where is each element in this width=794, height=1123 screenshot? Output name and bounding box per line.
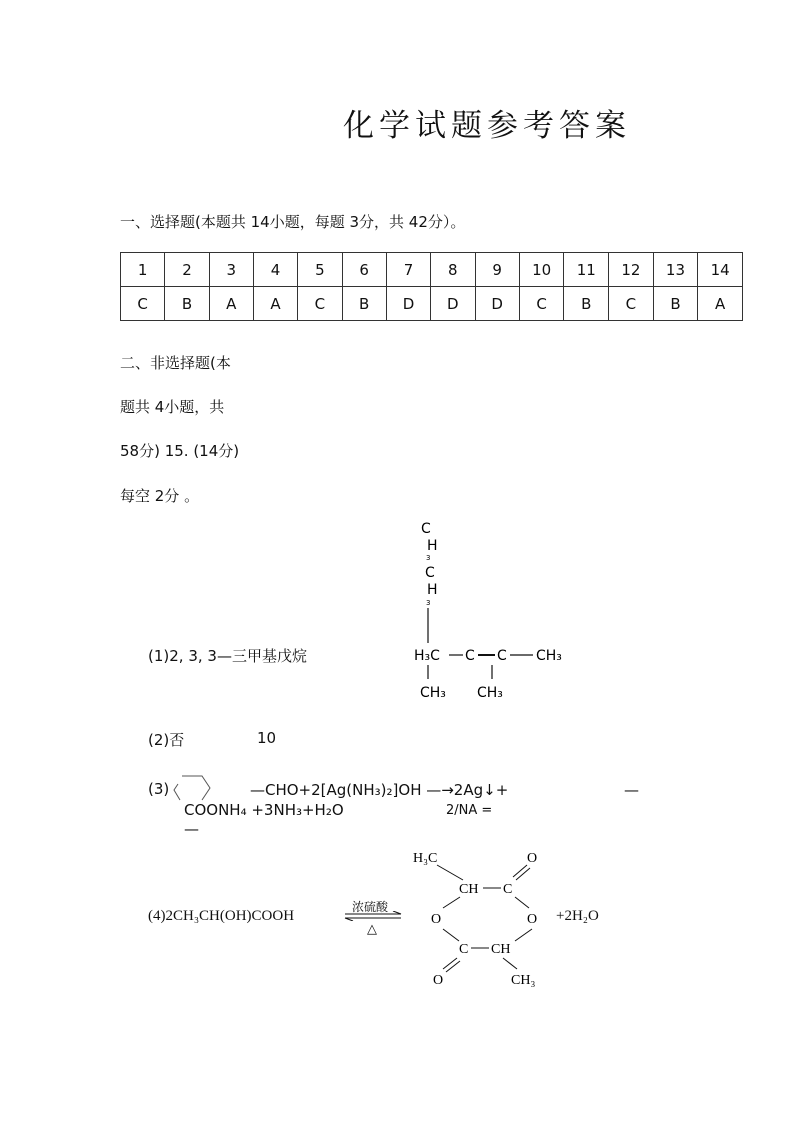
question-number-cell: 12 [609,253,654,287]
table-row-numbers [121,253,743,287]
q4-product-structure [405,845,565,995]
q3-equation-line2: COONH₄ +3NH₃+H₂O [184,801,344,819]
q4-atom-c-top: C [503,882,513,897]
q3-equation-line1: —CHO+2[Ag(NH₃)₂]OH —→2Ag↓+ [250,781,509,799]
q4-atom-ch-bottom: CH [491,942,511,957]
q1-main-c2: C [465,648,475,664]
q4-bond-co-bottom-a [443,958,457,969]
answer-cell: A [698,287,743,321]
answer-cell: C [298,287,342,321]
q4-bond-co-top-a [513,865,527,877]
q4-tail: +2H₂O [556,908,599,924]
q4-bond-co-bottom-b [446,961,460,972]
q4-atom-o-left: O [431,912,442,927]
q4-atom-o-right: O [527,912,538,927]
answer-cell: A [209,287,253,321]
q4-atom-ch-top: CH [459,882,479,897]
q1-top-atom-c1: C [421,521,431,537]
q1-top-sub2: 3 [426,599,431,607]
q4-bond-co-top-b [516,868,530,880]
question-number-cell: 9 [475,253,519,287]
q1-structure [405,515,605,705]
answer-cell: B [653,287,698,321]
section2-heading-line2: 题共 4小题，共 [120,398,225,416]
section1-heading: 一、选择题(本题共 14小题，每题 3分，共 42分）。 [120,213,466,231]
question-number-cell: 14 [698,253,743,287]
section2-heading-line3: 58分) 15. (14分) [120,442,240,460]
q4-condition-top: 浓硫酸 [352,900,389,914]
question-number-cell: 13 [653,253,698,287]
q4-reactant: (4)2CH₃CH(OH)COOH [148,908,295,924]
reversible-arrow-icon [343,911,405,921]
answer-cell: D [386,287,430,321]
question-number-cell: 10 [519,253,564,287]
q2-value: 10 [257,729,277,747]
section2-heading-line4: 每空 2分 。 [120,487,200,505]
q4-condition-bottom: △ [367,921,377,936]
question-number-cell: 4 [253,253,297,287]
q2-label: (2)否 [148,731,185,749]
answer-table [120,252,743,321]
question-number-cell: 8 [431,253,475,287]
question-number-cell: 5 [298,253,342,287]
q1-branch-ch3-1: CH₃ [420,685,446,701]
q4-atom-h3c: H₃C [413,851,438,866]
answer-cell: B [564,287,609,321]
q4-bond-h3c-ch [437,865,463,880]
q3-label: (3) [148,780,170,798]
answer-cell: A [253,287,297,321]
answer-cell: D [431,287,475,321]
benzene-ring-icon [172,770,212,802]
answer-cell: B [165,287,209,321]
question-number-cell: 7 [386,253,430,287]
answer-cell: C [519,287,564,321]
q4-bond-o-right-ch [515,929,532,941]
answer-cell: C [121,287,165,321]
q1-top-atom-h1: H [427,538,438,554]
q4-bond-ch-o-left [443,897,460,908]
question-number-cell: 2 [165,253,209,287]
q1-label: (1)2, 3, 3—三甲基戊烷 [148,647,307,665]
q1-main-h3c: H₃C [414,648,440,664]
q1-main-ch3: CH₃ [536,648,562,664]
q4-bond-o-left-c [443,929,459,941]
q1-main-c3: C [497,648,507,664]
q4-atom-o-bottom: O [433,973,444,988]
q3-equation-line1-tail: — [624,781,639,799]
q1-top-atom-h2: H [427,582,438,598]
q3-equation-line3: — [184,820,199,838]
answer-cell: D [475,287,519,321]
q4-bond-c-o-right [515,897,529,908]
q1-branch-ch3-2: CH₃ [477,685,503,701]
q4-atom-c-bottom: C [459,942,469,957]
q4-atom-o-top: O [527,851,538,866]
question-number-cell: 6 [342,253,386,287]
answer-cell: B [342,287,386,321]
q4-bond-ch-ch3 [503,958,517,969]
q4-atom-ch3: CH₃ [511,973,536,988]
q1-top-sub1: 3 [426,554,431,562]
question-number-cell: 3 [209,253,253,287]
answer-cell: C [609,287,654,321]
question-number-cell: 1 [121,253,165,287]
section2-heading-line1: 二、非选择题(本 [120,354,231,372]
q3-equation-line2-tail: 2/NA = [446,803,493,818]
table-row-answers [121,287,743,321]
page-title: 化学试题参考答案 [343,108,631,144]
q1-top-atom-c2: C [425,565,435,581]
question-number-cell: 11 [564,253,609,287]
